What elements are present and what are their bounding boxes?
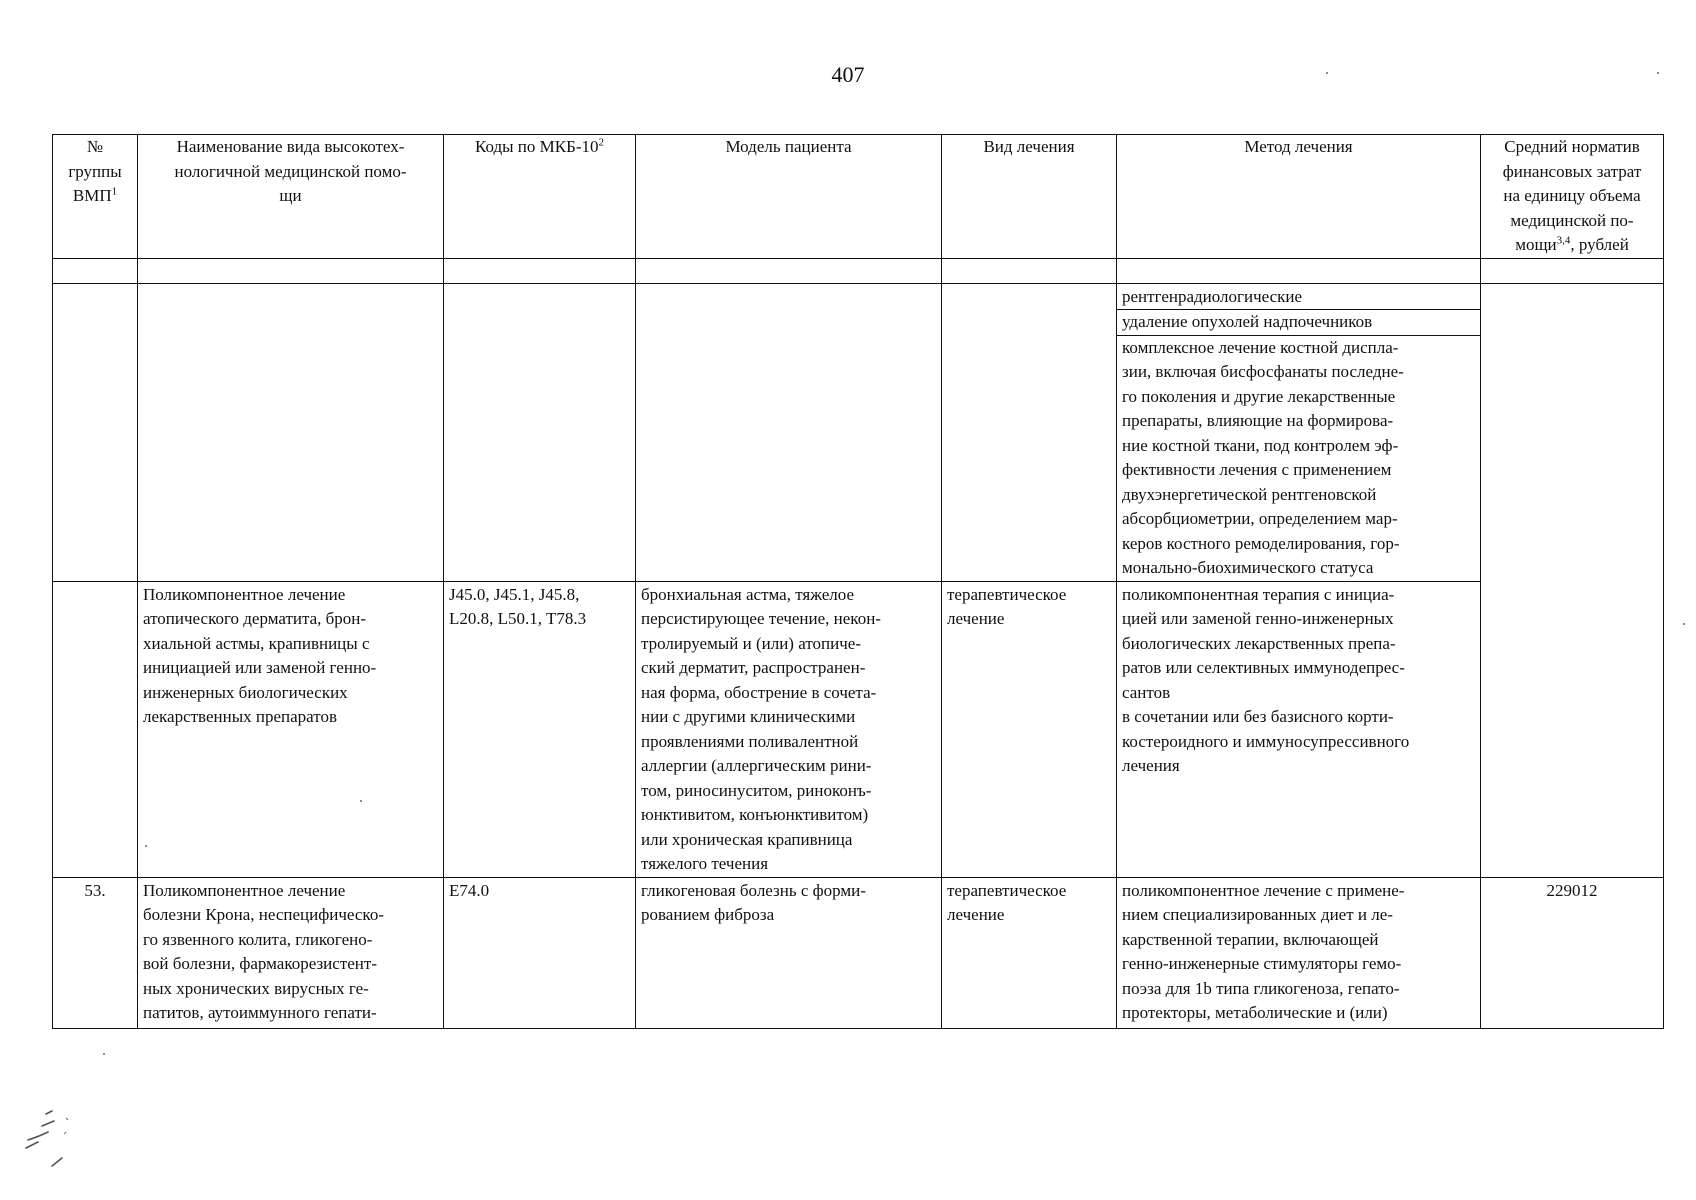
method-bone-dysplasia: комплексное лечение костной диспла- зии, включая бисфосфанаты последне- го поколения и другие лекарственные препараты, влияющие на формирова- ние костной ткани, под контролем эф- фективности лечения с применением двухэнергетической рентгеновской абсорбциометрии, определением мар- керов костного ремоделирования, гор- монально-биохимического статуса xyxy=(1122,337,1404,577)
icd-codes-cell: J45.0, J45.1, J45.8, L20.8, L50.1, T78.3 xyxy=(444,581,636,877)
scan-speck xyxy=(360,800,362,802)
treatment-type-cell: терапевтическое лечение xyxy=(942,877,1117,1028)
header-treatment-type: Вид лечения xyxy=(942,135,1117,259)
care-name-cell: Поликомпонентное лечение болезни Крона, неспецифическо- го язвенного колита, гликогено- вой болезни, фармакорезистент- ных хронических вирусных ге- патитов, аутоиммунного гепати- xyxy=(138,877,444,1028)
group-number-cell: 53. xyxy=(53,877,138,1028)
margin-scribble-mark xyxy=(18,1108,88,1170)
table-row xyxy=(53,581,1664,877)
scan-speck xyxy=(145,845,147,847)
header-cost-standard: Средний норматив финансовых затрат на единицу объема медицинской по- мощи$^{3,4}$, рублей xyxy=(1481,135,1664,259)
cost-cell xyxy=(1481,283,1664,877)
patient-model-cell: гликогеновая болезнь с форми- рованием фиброза xyxy=(636,877,942,1028)
header-icd-codes: Коды по МКБ-$10^2$ xyxy=(444,135,636,259)
table-row xyxy=(53,877,1664,1028)
method-adrenal-removal: удаление опухолей надпочечников xyxy=(1117,310,1480,336)
header-patient-model: Модель пациента xyxy=(636,135,942,259)
treatment-method-cell xyxy=(1117,283,1481,581)
header-care-name: Наименование вида высокотех- нологичной медицинской помо- щи xyxy=(138,135,444,259)
treatment-method-cell: поликомпонентное лечение с примене- нием специализированных диет и ле- карственной терапии, включающей генно-инженерные стимуляторы гемо- поэза для 1b типа гликогеноза, гепато- протекторы, метаболические и (или) xyxy=(1117,877,1481,1028)
treatment-table xyxy=(52,134,1664,1029)
header-group-number: № группы ВМП$^1$ xyxy=(53,135,138,259)
scan-speck xyxy=(1326,72,1328,74)
header-row xyxy=(53,135,1664,259)
group-number-cell xyxy=(53,581,138,877)
cost-cell: 229012 xyxy=(1481,877,1664,1028)
patient-model-cell: бронхиальная астма, тяжелое персистирующее течение, некон- тролируемый и (или) атопиче- ский дерматит, распространен- ная форма, обострение в сочета- нии с другими клиническими проявлениями поливалентной аллергии (аллергическим рини- том, риносинуситом, риноконъ- юнктивитом, конъюнктивитом) или хроническая крапивница тяжелого течения xyxy=(636,581,942,877)
header-spacer-row xyxy=(53,258,1664,283)
care-name-cell: Поликомпонентное лечение атопического дерматита, брон- хиальной астмы, крапивницы с инициацией или заменой генно- инженерных биологических лекарственных препаратов xyxy=(138,581,444,877)
care-name-cell xyxy=(138,283,444,581)
method-radiology: рентгенрадиологические xyxy=(1117,285,1480,311)
group-number-cell xyxy=(53,283,138,581)
page-number: 407 xyxy=(831,62,865,87)
header-treatment-method: Метод лечения xyxy=(1117,135,1481,259)
treatment-type-cell: терапевтическое лечение xyxy=(942,581,1117,877)
treatment-method-cell: поликомпонентная терапия с инициа- цией или заменой генно-инженерных биологических лекарственных препа- ратов или селективных иммунодепрес- сантов в сочетании или без базисного корти- костероидного и иммуносупрессивного лечения xyxy=(1117,581,1481,877)
icd-codes-cell xyxy=(444,283,636,581)
scan-speck xyxy=(1683,623,1685,625)
scan-speck xyxy=(103,1053,105,1055)
treatment-type-cell xyxy=(942,283,1117,581)
patient-model-cell xyxy=(636,283,942,581)
scan-speck xyxy=(1657,72,1659,74)
table-row xyxy=(53,283,1664,581)
icd-codes-cell: E74.0 xyxy=(444,877,636,1028)
